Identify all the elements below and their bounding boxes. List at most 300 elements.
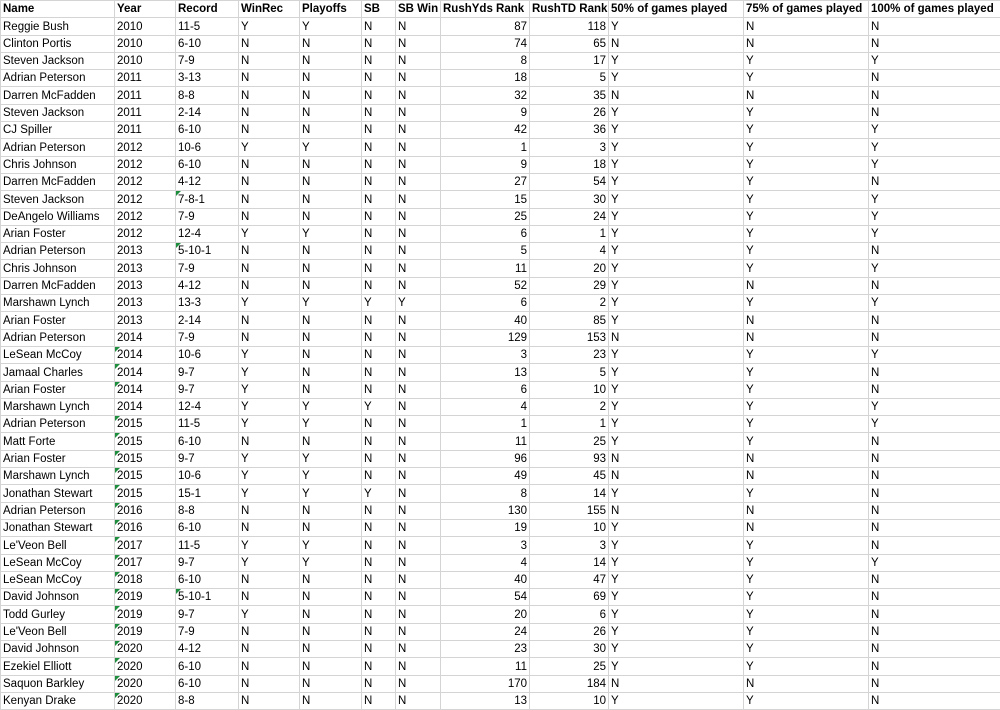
table-cell[interactable]: 5	[530, 364, 609, 381]
table-cell[interactable]: 93	[530, 450, 609, 467]
table-cell[interactable]: 10	[530, 692, 609, 709]
table-cell[interactable]: 2017	[115, 554, 176, 571]
table-cell[interactable]: Y	[869, 122, 1000, 139]
table-cell[interactable]: Y	[869, 139, 1000, 156]
table-cell[interactable]: N	[239, 191, 300, 208]
table-cell[interactable]: N	[300, 173, 362, 190]
table-cell[interactable]: Y	[744, 416, 869, 433]
table-cell[interactable]: N	[396, 675, 441, 692]
table-cell[interactable]: 35	[530, 87, 609, 104]
table-cell[interactable]: Y	[300, 468, 362, 485]
table-cell[interactable]: Adrian Peterson	[1, 502, 115, 519]
table-cell[interactable]: N	[396, 416, 441, 433]
table-cell[interactable]: Y	[869, 398, 1000, 415]
table-cell[interactable]: N	[396, 122, 441, 139]
table-cell[interactable]: 2019	[115, 623, 176, 640]
table-cell[interactable]: N	[300, 433, 362, 450]
table-cell[interactable]: N	[869, 623, 1000, 640]
table-cell[interactable]: N	[239, 589, 300, 606]
table-cell[interactable]: LeSean McCoy	[1, 554, 115, 571]
table-cell[interactable]: N	[362, 381, 396, 398]
table-cell[interactable]: Jonathan Stewart	[1, 519, 115, 536]
table-cell[interactable]: Kenyan Drake	[1, 692, 115, 709]
table-cell[interactable]: Y	[609, 519, 744, 536]
table-cell[interactable]: Y	[300, 537, 362, 554]
table-cell[interactable]: Y	[744, 433, 869, 450]
table-cell[interactable]: Marshawn Lynch	[1, 468, 115, 485]
table-cell[interactable]: N	[396, 502, 441, 519]
table-cell[interactable]: N	[362, 156, 396, 173]
table-cell[interactable]: N	[362, 277, 396, 294]
table-cell[interactable]: 40	[441, 312, 530, 329]
table-cell[interactable]: Y	[239, 416, 300, 433]
table-cell[interactable]: 2-14	[176, 104, 239, 121]
table-cell[interactable]: N	[396, 260, 441, 277]
table-cell[interactable]: 10-6	[176, 139, 239, 156]
table-cell[interactable]: 8	[441, 485, 530, 502]
table-cell[interactable]: N	[362, 18, 396, 35]
table-cell[interactable]: Y	[869, 225, 1000, 242]
table-cell[interactable]: 11-5	[176, 537, 239, 554]
table-cell[interactable]: Y	[869, 416, 1000, 433]
table-cell[interactable]: Y	[744, 640, 869, 657]
table-cell[interactable]: N	[396, 589, 441, 606]
table-cell[interactable]: Y	[609, 208, 744, 225]
table-cell[interactable]: N	[396, 277, 441, 294]
table-cell[interactable]: 1	[441, 416, 530, 433]
table-cell[interactable]: Y	[609, 173, 744, 190]
table-cell[interactable]: 6-10	[176, 675, 239, 692]
table-cell[interactable]: N	[396, 139, 441, 156]
table-cell[interactable]: N	[869, 675, 1000, 692]
column-header[interactable]: WinRec	[239, 1, 300, 18]
table-cell[interactable]: 87	[441, 18, 530, 35]
table-cell[interactable]: Y	[869, 208, 1000, 225]
table-cell[interactable]: N	[362, 519, 396, 536]
table-cell[interactable]: N	[300, 640, 362, 657]
table-cell[interactable]: 23	[441, 640, 530, 657]
table-cell[interactable]: 26	[530, 623, 609, 640]
table-cell[interactable]: Y	[609, 104, 744, 121]
table-cell[interactable]: 3-13	[176, 70, 239, 87]
table-cell[interactable]: N	[869, 537, 1000, 554]
table-cell[interactable]: Y	[609, 243, 744, 260]
table-cell[interactable]: 40	[441, 571, 530, 588]
table-cell[interactable]: N	[869, 519, 1000, 536]
table-cell[interactable]: Y	[609, 554, 744, 571]
table-cell[interactable]: 18	[530, 156, 609, 173]
table-cell[interactable]: Y	[239, 537, 300, 554]
table-cell[interactable]: Steven Jackson	[1, 52, 115, 69]
column-header[interactable]: Playoffs	[300, 1, 362, 18]
table-cell[interactable]: N	[396, 156, 441, 173]
column-header[interactable]: RushTD Rank	[530, 1, 609, 18]
table-cell[interactable]: 155	[530, 502, 609, 519]
table-cell[interactable]: N	[744, 450, 869, 467]
table-cell[interactable]: 2013	[115, 312, 176, 329]
table-cell[interactable]: Steven Jackson	[1, 191, 115, 208]
table-cell[interactable]: 3	[441, 537, 530, 554]
table-cell[interactable]: 13-3	[176, 295, 239, 312]
table-cell[interactable]: 26	[530, 104, 609, 121]
table-cell[interactable]: 85	[530, 312, 609, 329]
table-cell[interactable]: Y	[239, 139, 300, 156]
table-cell[interactable]: Y	[609, 623, 744, 640]
table-cell[interactable]: N	[362, 346, 396, 363]
table-cell[interactable]: Y	[744, 554, 869, 571]
table-cell[interactable]: 2012	[115, 173, 176, 190]
table-cell[interactable]: N	[744, 519, 869, 536]
table-cell[interactable]: 11	[441, 658, 530, 675]
table-cell[interactable]: N	[396, 70, 441, 87]
table-cell[interactable]: N	[362, 312, 396, 329]
column-header[interactable]: Record	[176, 1, 239, 18]
table-cell[interactable]: N	[396, 692, 441, 709]
table-cell[interactable]: Adrian Peterson	[1, 139, 115, 156]
table-cell[interactable]: 2011	[115, 70, 176, 87]
table-cell[interactable]: N	[609, 35, 744, 52]
table-cell[interactable]: 2014	[115, 381, 176, 398]
table-cell[interactable]: Y	[300, 450, 362, 467]
table-cell[interactable]: N	[362, 243, 396, 260]
table-cell[interactable]: N	[609, 450, 744, 467]
table-cell[interactable]: 6-10	[176, 156, 239, 173]
table-cell[interactable]: Steven Jackson	[1, 104, 115, 121]
table-cell[interactable]: David Johnson	[1, 640, 115, 657]
table-cell[interactable]: 2013	[115, 260, 176, 277]
table-cell[interactable]: 4	[441, 554, 530, 571]
table-cell[interactable]: 2013	[115, 295, 176, 312]
table-cell[interactable]: Y	[239, 485, 300, 502]
table-cell[interactable]: 19	[441, 519, 530, 536]
table-cell[interactable]: Y	[744, 589, 869, 606]
table-cell[interactable]: Jonathan Stewart	[1, 485, 115, 502]
table-cell[interactable]: N	[300, 156, 362, 173]
table-cell[interactable]: Y	[744, 346, 869, 363]
column-header[interactable]: RushYds Rank	[441, 1, 530, 18]
table-cell[interactable]: N	[239, 329, 300, 346]
table-cell[interactable]: N	[300, 52, 362, 69]
table-cell[interactable]: 32	[441, 87, 530, 104]
table-cell[interactable]: 96	[441, 450, 530, 467]
table-cell[interactable]: 12-4	[176, 225, 239, 242]
table-cell[interactable]: 30	[530, 191, 609, 208]
table-cell[interactable]: Y	[239, 381, 300, 398]
table-cell[interactable]: Y	[239, 450, 300, 467]
table-cell[interactable]: Le'Veon Bell	[1, 537, 115, 554]
table-cell[interactable]: Y	[744, 208, 869, 225]
table-cell[interactable]: 29	[530, 277, 609, 294]
table-cell[interactable]: 11-5	[176, 416, 239, 433]
table-cell[interactable]: 9-7	[176, 554, 239, 571]
table-cell[interactable]: 2015	[115, 450, 176, 467]
table-cell[interactable]: 2013	[115, 243, 176, 260]
table-cell[interactable]: Y	[609, 485, 744, 502]
table-cell[interactable]: N	[362, 35, 396, 52]
table-cell[interactable]: LeSean McCoy	[1, 571, 115, 588]
table-cell[interactable]: N	[300, 571, 362, 588]
table-cell[interactable]: 9-7	[176, 606, 239, 623]
table-cell[interactable]: N	[396, 364, 441, 381]
table-cell[interactable]: 2012	[115, 139, 176, 156]
table-cell[interactable]: 7-8-1	[176, 191, 239, 208]
table-cell[interactable]: Reggie Bush	[1, 18, 115, 35]
table-cell[interactable]: N	[300, 277, 362, 294]
table-cell[interactable]: Y	[239, 346, 300, 363]
table-cell[interactable]: 1	[530, 416, 609, 433]
table-cell[interactable]: N	[300, 260, 362, 277]
table-cell[interactable]: 2012	[115, 208, 176, 225]
table-cell[interactable]: 129	[441, 329, 530, 346]
table-cell[interactable]: 2011	[115, 87, 176, 104]
table-cell[interactable]: 2015	[115, 416, 176, 433]
table-cell[interactable]: 2010	[115, 18, 176, 35]
table-cell[interactable]: Y	[362, 295, 396, 312]
table-cell[interactable]: 2010	[115, 52, 176, 69]
table-cell[interactable]: Y	[869, 52, 1000, 69]
table-cell[interactable]: 8-8	[176, 502, 239, 519]
table-cell[interactable]: Y	[239, 554, 300, 571]
table-cell[interactable]: Y	[239, 364, 300, 381]
column-header[interactable]: 50% of games played	[609, 1, 744, 18]
table-cell[interactable]: 7-9	[176, 329, 239, 346]
table-cell[interactable]: N	[869, 658, 1000, 675]
table-cell[interactable]: N	[239, 52, 300, 69]
table-cell[interactable]: 2011	[115, 104, 176, 121]
table-cell[interactable]: N	[239, 35, 300, 52]
table-cell[interactable]: 5	[530, 70, 609, 87]
table-cell[interactable]: Y	[609, 260, 744, 277]
table-cell[interactable]: Y	[609, 433, 744, 450]
table-cell[interactable]: 18	[441, 70, 530, 87]
table-cell[interactable]: Y	[744, 398, 869, 415]
table-cell[interactable]: N	[869, 70, 1000, 87]
table-cell[interactable]: Y	[609, 295, 744, 312]
table-cell[interactable]: 4-12	[176, 640, 239, 657]
table-cell[interactable]: Adrian Peterson	[1, 70, 115, 87]
table-cell[interactable]: Y	[300, 18, 362, 35]
table-cell[interactable]: 13	[441, 692, 530, 709]
table-cell[interactable]: N	[300, 191, 362, 208]
table-cell[interactable]: 2017	[115, 537, 176, 554]
table-cell[interactable]: N	[362, 433, 396, 450]
table-cell[interactable]: Adrian Peterson	[1, 329, 115, 346]
table-cell[interactable]: Y	[744, 104, 869, 121]
table-cell[interactable]: Y	[609, 416, 744, 433]
table-cell[interactable]: Y	[300, 554, 362, 571]
table-cell[interactable]: 8-8	[176, 87, 239, 104]
table-cell[interactable]: 6-10	[176, 433, 239, 450]
table-cell[interactable]: Y	[744, 295, 869, 312]
table-cell[interactable]: N	[362, 692, 396, 709]
table-cell[interactable]: Y	[362, 398, 396, 415]
table-cell[interactable]: N	[239, 208, 300, 225]
table-cell[interactable]: 11	[441, 433, 530, 450]
table-cell[interactable]: N	[362, 52, 396, 69]
table-cell[interactable]: Y	[744, 70, 869, 87]
table-cell[interactable]: 6-10	[176, 35, 239, 52]
table-cell[interactable]: Y	[744, 485, 869, 502]
column-header[interactable]: SB Win	[396, 1, 441, 18]
table-cell[interactable]: Y	[744, 381, 869, 398]
table-cell[interactable]: N	[869, 589, 1000, 606]
table-cell[interactable]: 74	[441, 35, 530, 52]
table-cell[interactable]: N	[869, 277, 1000, 294]
table-cell[interactable]: N	[239, 87, 300, 104]
table-cell[interactable]: N	[362, 502, 396, 519]
table-cell[interactable]: N	[744, 35, 869, 52]
table-cell[interactable]: N	[239, 623, 300, 640]
table-cell[interactable]: 2012	[115, 156, 176, 173]
table-cell[interactable]: N	[239, 312, 300, 329]
table-cell[interactable]: N	[362, 537, 396, 554]
table-cell[interactable]: 2019	[115, 606, 176, 623]
table-cell[interactable]: N	[362, 87, 396, 104]
table-cell[interactable]: 2012	[115, 225, 176, 242]
table-cell[interactable]: 118	[530, 18, 609, 35]
table-cell[interactable]: N	[396, 485, 441, 502]
table-cell[interactable]: N	[396, 208, 441, 225]
table-cell[interactable]: 20	[441, 606, 530, 623]
table-cell[interactable]: N	[869, 571, 1000, 588]
table-cell[interactable]: Y	[609, 571, 744, 588]
table-cell[interactable]: 2	[530, 295, 609, 312]
table-cell[interactable]: N	[239, 243, 300, 260]
table-cell[interactable]: Darren McFadden	[1, 173, 115, 190]
table-cell[interactable]: N	[396, 191, 441, 208]
table-cell[interactable]: 4	[530, 243, 609, 260]
table-cell[interactable]: 2013	[115, 277, 176, 294]
table-cell[interactable]: Y	[744, 52, 869, 69]
table-cell[interactable]: Y	[744, 122, 869, 139]
table-cell[interactable]: N	[869, 485, 1000, 502]
table-cell[interactable]: N	[239, 156, 300, 173]
table-cell[interactable]: Marshawn Lynch	[1, 398, 115, 415]
table-cell[interactable]: Y	[609, 156, 744, 173]
table-cell[interactable]: Y	[239, 295, 300, 312]
table-cell[interactable]: Y	[396, 295, 441, 312]
table-cell[interactable]: N	[869, 640, 1000, 657]
table-cell[interactable]: Y	[609, 537, 744, 554]
table-cell[interactable]: N	[869, 312, 1000, 329]
table-cell[interactable]: Arian Foster	[1, 450, 115, 467]
table-cell[interactable]: 25	[441, 208, 530, 225]
table-cell[interactable]: N	[300, 87, 362, 104]
table-cell[interactable]: N	[396, 312, 441, 329]
table-cell[interactable]: N	[609, 675, 744, 692]
table-cell[interactable]: 2016	[115, 519, 176, 536]
table-cell[interactable]: N	[869, 18, 1000, 35]
table-cell[interactable]: Y	[744, 658, 869, 675]
table-cell[interactable]: 2018	[115, 571, 176, 588]
table-cell[interactable]: N	[396, 398, 441, 415]
table-cell[interactable]: N	[609, 329, 744, 346]
table-cell[interactable]: N	[300, 122, 362, 139]
table-cell[interactable]: Y	[744, 243, 869, 260]
table-cell[interactable]: 69	[530, 589, 609, 606]
table-cell[interactable]: N	[869, 87, 1000, 104]
table-cell[interactable]: LeSean McCoy	[1, 346, 115, 363]
table-cell[interactable]: N	[362, 589, 396, 606]
table-cell[interactable]: N	[300, 329, 362, 346]
table-cell[interactable]: 130	[441, 502, 530, 519]
table-cell[interactable]: Clinton Portis	[1, 35, 115, 52]
table-cell[interactable]: Y	[609, 589, 744, 606]
table-cell[interactable]: 3	[530, 139, 609, 156]
table-cell[interactable]: N	[744, 87, 869, 104]
table-cell[interactable]: N	[744, 277, 869, 294]
table-cell[interactable]: Y	[300, 398, 362, 415]
table-cell[interactable]: N	[362, 364, 396, 381]
table-cell[interactable]: 8-8	[176, 692, 239, 709]
table-cell[interactable]: 2014	[115, 364, 176, 381]
column-header[interactable]: SB	[362, 1, 396, 18]
table-cell[interactable]: 14	[530, 485, 609, 502]
table-cell[interactable]: N	[609, 468, 744, 485]
table-cell[interactable]: Saquon Barkley	[1, 675, 115, 692]
table-cell[interactable]: 2010	[115, 35, 176, 52]
table-cell[interactable]: Y	[609, 640, 744, 657]
table-cell[interactable]: 12-4	[176, 398, 239, 415]
table-cell[interactable]: Y	[744, 606, 869, 623]
table-cell[interactable]: N	[300, 692, 362, 709]
table-cell[interactable]: Y	[609, 692, 744, 709]
table-cell[interactable]: Y	[744, 191, 869, 208]
table-cell[interactable]: N	[362, 329, 396, 346]
table-cell[interactable]: 54	[441, 589, 530, 606]
table-cell[interactable]: 4-12	[176, 173, 239, 190]
table-cell[interactable]: N	[869, 450, 1000, 467]
table-cell[interactable]: 2019	[115, 589, 176, 606]
table-cell[interactable]: 15-1	[176, 485, 239, 502]
table-cell[interactable]: Jamaal Charles	[1, 364, 115, 381]
table-cell[interactable]: 36	[530, 122, 609, 139]
table-cell[interactable]: Y	[609, 381, 744, 398]
column-header[interactable]: 75% of games played	[744, 1, 869, 18]
table-cell[interactable]: DeAngelo Williams	[1, 208, 115, 225]
table-cell[interactable]: 15	[441, 191, 530, 208]
table-cell[interactable]: 10	[530, 519, 609, 536]
table-cell[interactable]: N	[239, 640, 300, 657]
table-cell[interactable]: N	[300, 502, 362, 519]
table-cell[interactable]: N	[396, 52, 441, 69]
table-cell[interactable]: 2020	[115, 675, 176, 692]
table-cell[interactable]: Y	[300, 295, 362, 312]
table-cell[interactable]: 10-6	[176, 346, 239, 363]
table-cell[interactable]: 2012	[115, 191, 176, 208]
table-cell[interactable]: Adrian Peterson	[1, 243, 115, 260]
table-cell[interactable]: 5-10-1	[176, 589, 239, 606]
table-cell[interactable]: Y	[744, 173, 869, 190]
table-cell[interactable]: 1	[441, 139, 530, 156]
table-cell[interactable]: N	[362, 173, 396, 190]
table-cell[interactable]: 7-9	[176, 623, 239, 640]
table-cell[interactable]: N	[300, 381, 362, 398]
table-cell[interactable]: 9-7	[176, 364, 239, 381]
table-cell[interactable]: N	[300, 208, 362, 225]
table-cell[interactable]: Y	[609, 658, 744, 675]
table-cell[interactable]: Y	[744, 692, 869, 709]
table-cell[interactable]: Y	[609, 346, 744, 363]
table-cell[interactable]: N	[869, 468, 1000, 485]
table-cell[interactable]: Ezekiel Elliott	[1, 658, 115, 675]
table-cell[interactable]: N	[239, 104, 300, 121]
table-cell[interactable]: 65	[530, 35, 609, 52]
table-cell[interactable]: 5	[441, 243, 530, 260]
table-cell[interactable]: N	[239, 173, 300, 190]
table-cell[interactable]: 45	[530, 468, 609, 485]
table-cell[interactable]: Y	[609, 191, 744, 208]
